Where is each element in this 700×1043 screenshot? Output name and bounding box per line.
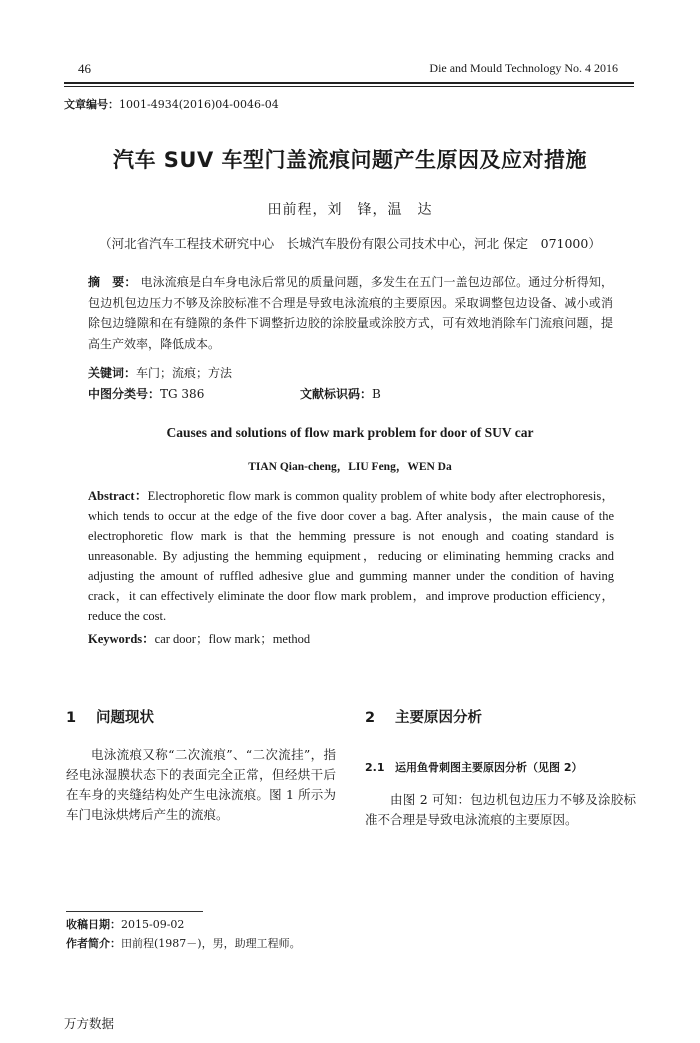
section-2-paragraph: 由图 2 可知：包边机包边压力不够及涂胶标准不合理是导致电泳流痕的主要原因。 [365,792,636,827]
page-number: 46 [78,61,91,76]
article-number-label: 文章编号： [64,98,119,111]
abstract-cn-text: 电泳流痕是白车身电泳后常见的质量问题，多发生在五门一盖包边部位。通过分析得知，包边机包边压力不够及涂胶标准不合理是导致电泳流痕的主要原因。采取调整包边设备、减小或消除包边缝隙和在有缝隙的条件下调整折边胶的涂胶量或涂胶方式，可有效地消除车门流痕问题，提高生产效率，降低成本。 [88,275,613,351]
received-value: 2015-09-02 [121,918,185,931]
footnote-rule [66,911,203,912]
section-2-number: 2 [365,710,376,726]
section-1-heading [66,706,154,727]
footnote-received [66,916,184,932]
watermark: 万方数据 [64,1016,115,1031]
abstract-cn-label: 摘 要： [88,275,137,289]
classification-value: TG 386 [160,387,205,401]
keywords-cn-text: 车门；流痕；方法 [136,366,233,380]
keywords-en-label: Keywords： [88,632,155,646]
section-2-title: 主要原因分析 [395,710,482,726]
article-number [64,96,279,112]
abstract-en-label: Abstract： [88,489,148,503]
abstract-en [88,486,614,626]
english-title: Causes and solutions of flow mark problem for door of SUV car [166,425,534,440]
keywords-cn [88,364,232,381]
keywords-en [88,629,310,647]
keywords-cn-label: 关键词： [88,366,137,380]
classification-label: 中图分类号： [88,387,161,401]
document-code-value: B [372,387,381,401]
keywords-en-text: car door；flow mark；method [154,632,311,646]
journal-header: Die and Mould Technology No. 4 2016 [429,61,618,75]
author-bio-value: 田前程(1987－)，男，助理工程师。 [121,937,301,950]
section-1-number: 1 [66,710,77,726]
subsection-2-1-heading [365,759,582,775]
section-2-heading [365,706,482,727]
section-1-paragraph: 电泳流痕又称“二次流痕”、“二次流挂”，指经电泳湿膜状态下的表面完全正常，但经烘干后在车身的夹缝结构处产生电泳流痕。图 1 所示为车门电泳烘烤后产生的流痕。 [66,747,336,822]
english-authors: TIAN Qian-cheng，LIU Feng，WEN Da [248,461,452,473]
affiliation: （河北省汽车工程技术研究中心 长城汽车股份有限公司技术中心，河北 保定 071000） [99,236,601,251]
classification-number [88,385,204,402]
subsection-2-1-number: 2.1 [365,761,385,774]
header-rule-thin [64,86,634,87]
footnote-author [66,935,301,951]
received-label: 收稿日期： [66,918,121,931]
abstract-cn [88,272,613,354]
author-bio-label: 作者简介： [66,937,121,950]
section-1-title: 问题现状 [96,710,154,726]
document-code [300,385,381,402]
article-number-value: 1001-4934(2016)04-0046-04 [119,98,279,111]
document-code-label: 文献标识码： [300,387,373,401]
subsection-2-1-title: 运用鱼骨刺图主要原因分析（见图 2） [395,761,583,774]
paper-title: 汽车 SUV 车型门盖流痕问题产生原因及应对措施 [112,148,588,172]
authors: 田前程，刘 锋，温 达 [267,202,433,218]
abstract-en-text: Electrophoretic flow mark is common quality problem of white body after electrophoresis，which tends to occur at the edge of the five door cover a bag. After analysis，the main cause of the electrophoretic flow mark is that the hemming pressure is not enough and coating standard is unreasonable. By adjusting the hemming equipment，reducing or eliminating hemming cracks and adjusting the amount of ruffled adhesive glue and gumming manner under the condition of having crack，it can effectively eliminate the door flow mark problem，and improve production efficiency，reduce the cost. [88,489,614,623]
header-rule-thick [64,82,634,84]
